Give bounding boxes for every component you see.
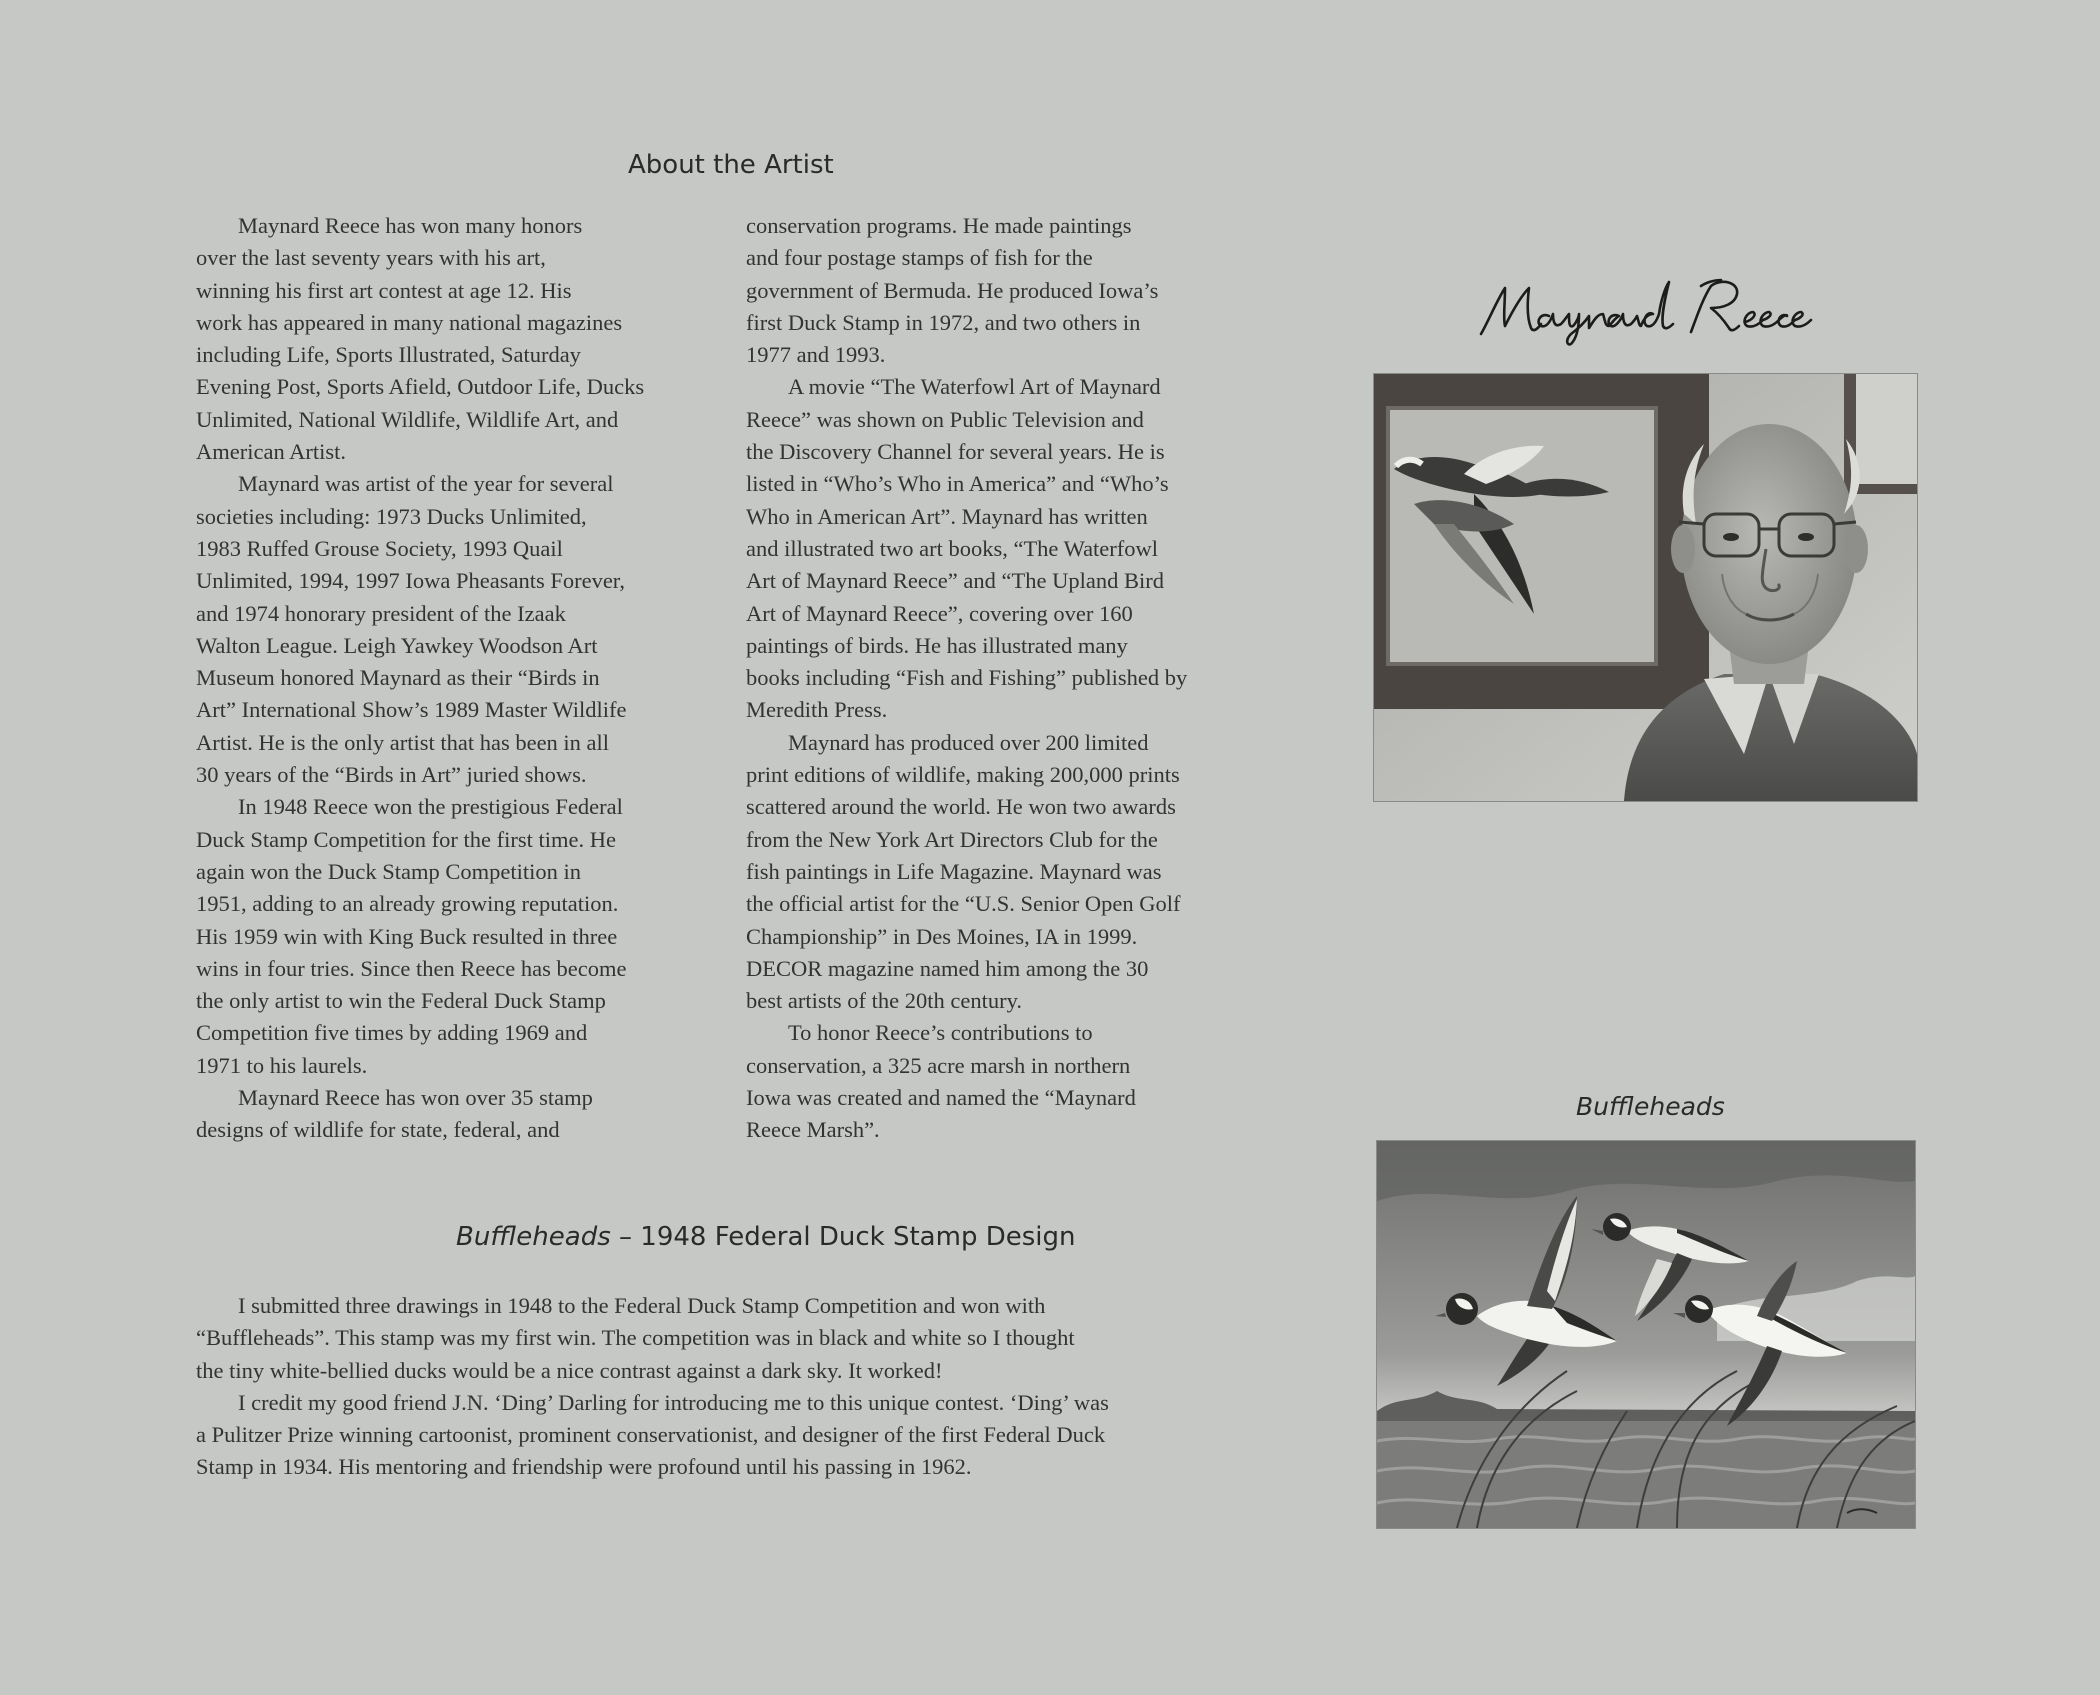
text-line: Iowa was created and named the “Maynard [746, 1085, 1136, 1111]
artist-portrait-photo [1373, 373, 1918, 802]
text-line: In 1948 Reece won the prestigious Federal [238, 794, 623, 820]
text-line: paintings of birds. He has illustrated many [746, 632, 1128, 658]
text-line: conservation, a 325 acre marsh in northern [746, 1052, 1131, 1078]
text-line: best artists of the 20th century. [746, 988, 1022, 1014]
text-line: Evening Post, Sports Afield, Outdoor Life, Ducks [196, 374, 645, 400]
buffleheads-painting [1376, 1140, 1916, 1529]
text-line: Competition five times by adding 1969 and [196, 1020, 588, 1046]
text-line: listed in “Who’s Who in America” and “Who’s [746, 471, 1169, 497]
text-line: Maynard Reece has won over 35 stamp [238, 1085, 593, 1111]
text-line: 1951, adding to an already growing reputation. [196, 891, 619, 917]
painting-caption: Buffleheads [1576, 1092, 1725, 1121]
text-line: 1977 and 1993. [746, 342, 886, 368]
text-line: 1971 to his laurels. [196, 1052, 368, 1078]
text-line: Reece” was shown on Public Television and [746, 406, 1144, 432]
text-line: Maynard Reece has won many honors [238, 213, 583, 238]
stamp-heading-rest: – 1948 Federal Duck Stamp Design [610, 1222, 1076, 1252]
text-line: Art of Maynard Reece”, covering over 160 [746, 600, 1133, 626]
text-line: Museum honored Maynard as their “Birds in [196, 665, 600, 691]
text-line: conservation programs. He made paintings [746, 213, 1132, 238]
text-line: Who in American Art”. Maynard has written [746, 503, 1148, 529]
text-line: Maynard has produced over 200 limited [788, 729, 1149, 755]
text-line: a Pulitzer Prize winning cartoonist, prominent conservationist, and designer of the first Federal Duck [196, 1422, 1106, 1448]
text-line: first Duck Stamp in 1972, and two others in [746, 309, 1141, 335]
text-line: Art” International Show’s 1989 Master Wildlife [196, 697, 627, 723]
text-line: over the last seventy years with his art, [196, 245, 546, 271]
text-line: Artist. He is the only artist that has been in all [196, 729, 610, 755]
text-line: Meredith Press. [746, 697, 888, 723]
about-heading: About the Artist [628, 150, 834, 180]
text-line: wins in four tries. Since then Reece has become [196, 955, 627, 981]
text-line: print editions of wildlife, making 200,000 prints [746, 762, 1180, 788]
text-line: societies including: 1973 Ducks Unlimited, [196, 503, 587, 529]
text-line: I submitted three drawings in 1948 to the Federal Duck Stamp Competition and won with [238, 1293, 1046, 1318]
text-line: the official artist for the “U.S. Senior Open Golf [746, 891, 1181, 917]
text-line: 30 years of the “Birds in Art” juried shows. [196, 762, 587, 788]
signature-image [1475, 270, 1815, 350]
text-line: American Artist. [196, 439, 346, 465]
text-line: DECOR magazine named him among the 30 [746, 955, 1149, 981]
stamp-heading [456, 1222, 1075, 1252]
stamp-heading-italic: Buffleheads [456, 1222, 611, 1252]
text-line: designs of wildlife for state, federal, and [196, 1117, 560, 1143]
text-line: the only artist to win the Federal Duck Stamp [196, 988, 606, 1014]
text-line: winning his first art contest at age 12. His [196, 277, 572, 303]
text-line: A movie “The Waterfowl Art of Maynard [788, 374, 1161, 400]
text-line: the Discovery Channel for several years. He is [746, 439, 1165, 465]
text-line: Duck Stamp Competition for the first time. He [196, 826, 616, 852]
text-line: Championship” in Des Moines, IA in 1999. [746, 923, 1138, 949]
text-line: and four postage stamps of fish for the [746, 245, 1093, 271]
text-line: work has appeared in many national magazines [196, 309, 623, 335]
text-line: including Life, Sports Illustrated, Saturday [196, 342, 581, 368]
text-line: To honor Reece’s contributions to [788, 1020, 1093, 1046]
about-column-right [746, 210, 1276, 1147]
text-line: the tiny white-bellied ducks would be a nice contrast against a dark sky. It worked! [196, 1357, 943, 1383]
text-line: “Buffleheads”. This stamp was my first win. The competition was in black and white so I thought [196, 1325, 1075, 1351]
text-line: again won the Duck Stamp Competition in [196, 858, 581, 884]
about-column-left [196, 210, 716, 1147]
text-line: 1983 Ruffed Grouse Society, 1993 Quail [196, 535, 563, 561]
text-line: Unlimited, National Wildlife, Wildlife Art, and [196, 406, 619, 432]
text-line: Maynard was artist of the year for several [238, 471, 614, 497]
text-line: government of Bermuda. He produced Iowa’s [746, 277, 1159, 303]
text-line: books including “Fish and Fishing” published by [746, 665, 1188, 691]
text-line: I credit my good friend J.N. ‘Ding’ Darling for introducing me to this unique contest. ‘Ding’ was [238, 1389, 1109, 1415]
text-line: Reece Marsh”. [746, 1117, 880, 1143]
text-line: fish paintings in Life Magazine. Maynard was [746, 858, 1162, 884]
text-line: and illustrated two art books, “The Waterfowl [746, 535, 1159, 561]
text-line: from the New York Art Directors Club for the [746, 826, 1158, 852]
text-line: Stamp in 1934. His mentoring and friendship were profound until his passing in 1962. [196, 1454, 972, 1480]
text-line: His 1959 win with King Buck resulted in three [196, 923, 618, 949]
stamp-story [196, 1290, 1276, 1484]
text-line: Unlimited, 1994, 1997 Iowa Pheasants Forever, [196, 568, 626, 594]
text-line: scattered around the world. He won two awards [746, 794, 1176, 820]
text-line: Walton League. Leigh Yawkey Woodson Art [196, 632, 598, 658]
text-line: Art of Maynard Reece” and “The Upland Bird [746, 568, 1164, 594]
text-line: and 1974 honorary president of the Izaak [196, 600, 566, 626]
